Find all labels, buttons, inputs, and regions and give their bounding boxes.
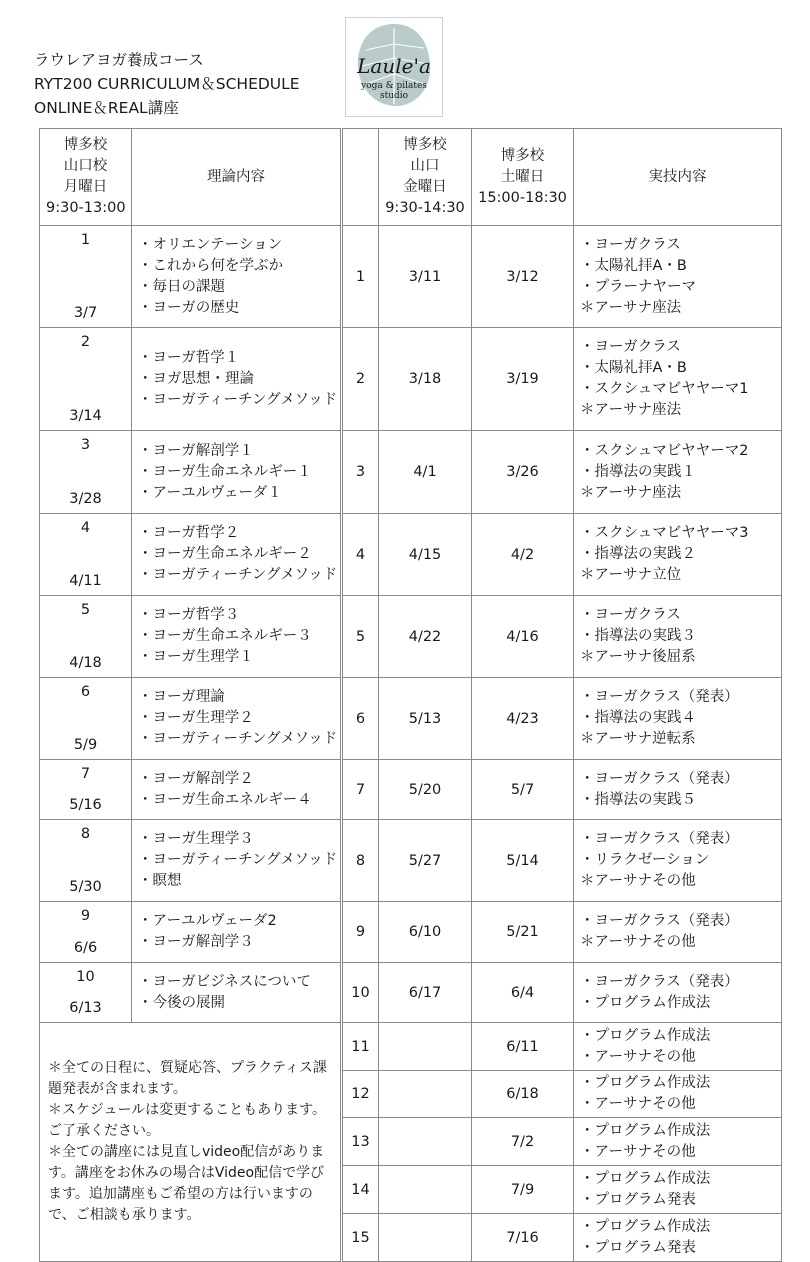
friday-date <box>379 1071 472 1118</box>
lesson-number: 10 <box>76 969 95 985</box>
list-item: ・ヨーガ生理学３ <box>138 831 254 847</box>
list-item: ・ヨーガ生理学２ <box>138 710 254 726</box>
list-item: ・ヨーガクラス（発表） <box>580 831 739 847</box>
session-number: 1 <box>343 226 379 328</box>
list-item: ・ヨーガティーチングメソッド <box>138 852 338 868</box>
saturday-date: 7/9 <box>472 1166 574 1214</box>
list-item: ・プログラム作成法 <box>580 1027 711 1044</box>
theory-content <box>132 226 341 328</box>
table-row <box>40 760 782 820</box>
lesson-stack <box>46 334 125 424</box>
lesson-stack <box>46 232 125 321</box>
friday-date: 3/11 <box>379 226 472 328</box>
header-friday-school: 博多校 山口 金曜日 9:30-14:30 <box>379 129 472 226</box>
list-item: ・毎日の課題 <box>138 278 225 295</box>
list-item: ・ヨガ思想・理論 <box>138 370 254 387</box>
lesson-date: 3/28 <box>69 491 102 507</box>
lesson-cell <box>40 678 132 760</box>
header-theory-content: 理論内容 <box>132 129 341 226</box>
logo-sub2: studio <box>379 91 409 101</box>
saturday-date: 6/18 <box>472 1071 574 1118</box>
session-number: 13 <box>343 1118 379 1166</box>
lesson-stack <box>46 602 125 671</box>
practice-content <box>574 1166 782 1214</box>
friday-date: 4/22 <box>379 596 472 678</box>
lesson-cell <box>40 514 132 596</box>
lesson-stack <box>46 520 125 589</box>
list-item: ・指導法の実践１ <box>580 463 696 480</box>
session-number: 6 <box>343 678 379 760</box>
lesson-number: 2 <box>80 334 91 350</box>
lesson-date: 5/9 <box>73 737 98 753</box>
list-item: ・オリエンテーション <box>138 236 283 253</box>
practice-content <box>574 1214 782 1262</box>
list-item: ＊アーサナ座法 <box>580 484 682 501</box>
table-row <box>40 678 782 760</box>
list-item: ・プラーナヤーマ <box>580 278 696 295</box>
list-item: ・ヨーガクラス <box>580 236 681 253</box>
list-item: ・ヨーガ理論 <box>138 689 225 705</box>
session-number: 3 <box>343 431 379 514</box>
friday-date: 5/27 <box>379 820 472 902</box>
session-number: 9 <box>343 902 379 963</box>
friday-date: 5/20 <box>379 760 472 820</box>
curriculum-title: RYT200 CURRICULUM＆SCHEDULE <box>34 75 300 93</box>
list-item: ・指導法の実践３ <box>580 628 696 644</box>
lesson-date: 3/14 <box>69 408 102 424</box>
header-saturday-school: 博多校 土曜日 15:00-18:30 <box>472 129 574 226</box>
notes-cell <box>40 1023 341 1262</box>
lesson-stack <box>46 826 125 895</box>
studio-logo <box>345 17 443 117</box>
list-item: ・アーサナその他 <box>580 1143 696 1160</box>
list-item: ・指導法の実践２ <box>580 546 696 562</box>
lesson-number: 3 <box>80 437 91 453</box>
theory-content <box>132 328 341 431</box>
lesson-cell <box>40 596 132 678</box>
list-item: ・指導法の実践４ <box>580 710 696 726</box>
lesson-stack <box>46 684 125 753</box>
practice-content <box>574 760 782 820</box>
list-item: ・ヨーガティーチングメソッド <box>138 731 338 747</box>
list-item: ・ヨーガ生命エネルギー３ <box>138 628 312 644</box>
saturday-date: 3/19 <box>472 328 574 431</box>
list-item: ・ヨーガクラス（発表） <box>580 913 739 929</box>
friday-date <box>379 1166 472 1214</box>
saturday-date: 3/26 <box>472 431 574 514</box>
list-item: ・太陽礼拝A・B <box>580 257 687 274</box>
lesson-cell <box>40 226 132 328</box>
saturday-date: 5/7 <box>472 760 574 820</box>
note-line: ＊全ての日程に、質疑応答、プラクティス課題発表が含まれます。 <box>48 1060 327 1097</box>
list-item: ＊アーサナその他 <box>580 934 696 950</box>
list-item: ＊アーサナ座法 <box>580 299 682 316</box>
list-item: ・プログラム作成法 <box>580 1218 711 1235</box>
list-item: ・スクシュマビヤヤーマ3 <box>580 525 749 541</box>
lesson-number: 9 <box>80 908 91 924</box>
table-row <box>40 431 782 514</box>
practice-content <box>574 1118 782 1166</box>
list-item: ・瞑想 <box>138 873 182 889</box>
lesson-cell <box>40 820 132 902</box>
list-item: ・ヨーガ解剖学２ <box>138 770 254 787</box>
theory-content <box>132 760 341 820</box>
practice-content <box>574 963 782 1023</box>
friday-date: 3/18 <box>379 328 472 431</box>
list-item: ・太陽礼拝A・B <box>580 360 687 376</box>
logo-name: Laule'a <box>357 54 431 78</box>
list-item: ＊アーサナ逆転系 <box>580 731 696 747</box>
lesson-date: 5/16 <box>69 797 102 813</box>
saturday-date: 6/4 <box>472 963 574 1023</box>
theory-content <box>132 431 341 514</box>
list-item: ・ヨーガビジネスについて <box>138 973 311 990</box>
list-item: ・アーサナその他 <box>580 1096 696 1112</box>
friday-date: 4/15 <box>379 514 472 596</box>
lesson-cell <box>40 760 132 820</box>
practice-content <box>574 514 782 596</box>
course-title: ラウレアヨガ養成コース <box>34 51 204 69</box>
list-item: ・ヨーガの歴史 <box>138 299 240 316</box>
lesson-number: 8 <box>80 826 91 842</box>
friday-date <box>379 1214 472 1262</box>
lesson-stack <box>46 766 125 813</box>
list-item: ・アーサナその他 <box>580 1048 696 1065</box>
list-item: ・プログラム作成法 <box>580 1170 711 1187</box>
list-item: ・プログラム作成法 <box>580 1075 711 1091</box>
list-item: ・ヨーガ生命エネルギー１ <box>138 463 312 480</box>
saturday-date: 4/16 <box>472 596 574 678</box>
logo-sub1: yoga & pilates <box>361 81 427 91</box>
saturday-date: 7/16 <box>472 1214 574 1262</box>
lesson-number: 4 <box>80 520 91 536</box>
table-row <box>40 328 782 431</box>
list-item: ・ヨーガ解剖学１ <box>138 442 254 459</box>
table-row <box>40 820 782 902</box>
list-item: ・今後の展開 <box>138 994 225 1011</box>
course-title-block <box>34 48 300 120</box>
practice-content <box>574 820 782 902</box>
list-item: ・ヨーガ生命エネルギー２ <box>138 546 312 562</box>
session-number: 2 <box>343 328 379 431</box>
list-item: ・ヨーガクラス <box>580 339 681 355</box>
lesson-number: 7 <box>80 766 91 782</box>
list-item: ・プログラム作成法 <box>580 994 711 1011</box>
list-item: ・アーユルヴェーダ2 <box>138 913 277 929</box>
saturday-date: 5/14 <box>472 820 574 902</box>
list-item: ・ヨーガティーチングメソッド <box>138 567 338 583</box>
list-item: ・ヨーガ哲学１ <box>138 349 240 366</box>
lesson-date: 5/30 <box>69 879 102 895</box>
theory-content <box>132 678 341 760</box>
session-number: 8 <box>343 820 379 902</box>
lesson-number: 6 <box>80 684 91 700</box>
list-item: ・スクシュマビヤヤーマ2 <box>580 442 749 459</box>
table-row <box>40 596 782 678</box>
saturday-date: 7/2 <box>472 1118 574 1166</box>
session-number: 14 <box>343 1166 379 1214</box>
practice-content <box>574 902 782 963</box>
table-row <box>40 963 782 1023</box>
lesson-stack <box>46 437 125 507</box>
theory-content <box>132 963 341 1023</box>
lesson-number: 5 <box>80 602 91 618</box>
list-item: ・プログラム作成法 <box>580 1122 711 1139</box>
table-row <box>40 1023 782 1071</box>
list-item: ・ヨーガ解剖学３ <box>138 934 254 950</box>
friday-date: 6/17 <box>379 963 472 1023</box>
lesson-date: 6/6 <box>73 940 98 956</box>
list-item: ＊アーサナ立位 <box>580 567 682 583</box>
lesson-cell <box>40 963 132 1023</box>
lesson-number: 1 <box>80 232 91 248</box>
header-number <box>343 129 379 226</box>
list-item: ・ヨーガ哲学３ <box>138 607 240 623</box>
session-number: 5 <box>343 596 379 678</box>
friday-date <box>379 1118 472 1166</box>
saturday-date: 3/12 <box>472 226 574 328</box>
friday-date <box>379 1023 472 1071</box>
friday-date: 5/13 <box>379 678 472 760</box>
note-line: ＊スケジュールは変更することもあります。ご了承ください。 <box>48 1102 327 1139</box>
header-theory-school: 博多校 山口校 月曜日 9:30-13:00 <box>40 129 132 226</box>
practice-content <box>574 328 782 431</box>
header-practice-content: 実技内容 <box>574 129 782 226</box>
list-item: ・プログラム発表 <box>580 1239 696 1256</box>
lesson-cell <box>40 902 132 963</box>
lesson-cell <box>40 431 132 514</box>
course-format: ONLINE＆REAL講座 <box>34 99 179 117</box>
list-item: ・リラクゼーション <box>580 852 710 868</box>
lesson-cell <box>40 328 132 431</box>
list-item: ＊アーサナ座法 <box>580 402 682 418</box>
theory-content <box>132 820 341 902</box>
lesson-stack <box>46 908 125 956</box>
friday-date: 6/10 <box>379 902 472 963</box>
theory-content <box>132 514 341 596</box>
session-number: 12 <box>343 1071 379 1118</box>
lesson-date: 6/13 <box>69 1000 102 1016</box>
practice-content <box>574 226 782 328</box>
practice-content <box>574 431 782 514</box>
session-number: 11 <box>343 1023 379 1071</box>
list-item: ・ヨーガクラス（発表） <box>580 770 739 787</box>
session-number: 4 <box>343 514 379 596</box>
session-number: 15 <box>343 1214 379 1262</box>
list-item: ・スクシュマビヤヤーマ1 <box>580 381 749 397</box>
note-line: ＊全ての講座には見直しvideo配信があります。講座をお休みの場合はVideo配信で学びます。追加講座もご希望の方は行いますので、ご相談も承ります。 <box>48 1144 325 1223</box>
lesson-stack <box>46 969 125 1016</box>
list-item: ・ヨーガ生命エネルギー４ <box>138 791 312 808</box>
header-row <box>40 129 782 226</box>
schedule-table <box>39 128 782 1262</box>
practice-content <box>574 596 782 678</box>
list-item: ・プログラム発表 <box>580 1191 696 1208</box>
lesson-date: 3/7 <box>73 305 98 321</box>
table-row <box>40 902 782 963</box>
theory-content <box>132 902 341 963</box>
list-item: ・ヨーガクラス（発表） <box>580 973 739 990</box>
practice-content <box>574 1071 782 1118</box>
list-item: ・ヨーガ哲学２ <box>138 525 240 541</box>
lesson-date: 4/18 <box>69 655 102 671</box>
saturday-date: 5/21 <box>472 902 574 963</box>
session-number: 10 <box>343 963 379 1023</box>
list-item: ・ヨーガ生理学１ <box>138 649 254 665</box>
friday-date: 4/1 <box>379 431 472 514</box>
list-item: ・これから何を学ぶか <box>138 257 283 274</box>
list-item: ・ヨーガクラス（発表） <box>580 689 739 705</box>
table-row <box>40 226 782 328</box>
session-number: 7 <box>343 760 379 820</box>
list-item: ・指導法の実践５ <box>580 791 696 808</box>
list-item: ・アーユルヴェーダ１ <box>138 484 282 501</box>
saturday-date: 4/23 <box>472 678 574 760</box>
theory-content <box>132 596 341 678</box>
list-item: ＊アーサナその他 <box>580 873 696 889</box>
list-item: ＊アーサナ後屈系 <box>580 649 696 665</box>
lesson-date: 4/11 <box>69 573 102 589</box>
table-row <box>40 514 782 596</box>
practice-content <box>574 678 782 760</box>
saturday-date: 6/11 <box>472 1023 574 1071</box>
saturday-date: 4/2 <box>472 514 574 596</box>
practice-content <box>574 1023 782 1071</box>
list-item: ・ヨーガクラス <box>580 607 681 623</box>
list-item: ・ヨーガティーチングメソッド <box>138 391 338 408</box>
